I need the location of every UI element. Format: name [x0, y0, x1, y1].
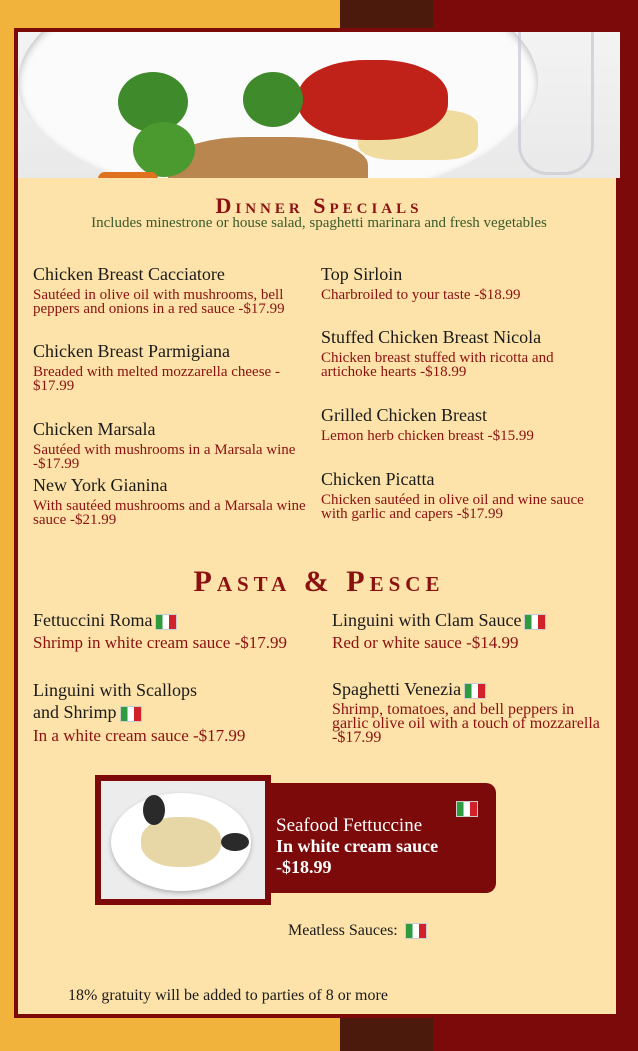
border-band-red-bottom: [433, 1018, 638, 1051]
item-description: Lemon herb chicken breast -$15.99: [321, 428, 534, 444]
broccoli: [133, 122, 195, 177]
item-name: Chicken Picatta: [321, 469, 435, 489]
pasta-pesce-title: Pasta & Pesce: [193, 565, 445, 598]
item-description: With sautéed mushrooms and a Marsala wine sauce -$21.99: [33, 498, 306, 528]
menu-item: [332, 610, 612, 652]
red-sauce: [298, 60, 448, 140]
menu-item: [321, 469, 601, 521]
italian-flag-icon: [120, 706, 142, 722]
broccoli: [243, 72, 303, 127]
border-band-yellow-bottom: [0, 1018, 340, 1051]
item-name: [332, 679, 607, 699]
item-description: Chicken sautéed in olive oil and wine sauce with garlic and capers -$17.99: [321, 492, 584, 522]
item-name: Chicken Marsala: [33, 419, 156, 439]
featured-dish-description: In white cream sauce: [276, 836, 439, 856]
dinner-specials-title: Dinner Specials: [215, 193, 423, 218]
italian-flag-icon: [464, 683, 486, 699]
menu-item: [321, 264, 601, 302]
mussel: [221, 833, 249, 851]
item-name-text: Spaghetti Venezia: [332, 679, 462, 699]
item-name: Chicken Breast Cacciatore: [33, 264, 225, 284]
border-band-dark-bottom: [340, 1018, 433, 1051]
item-description: Chicken breast stuffed with ricotta and artichoke hearts -$18.99: [321, 350, 554, 380]
item-name: [33, 701, 323, 723]
chicken: [168, 137, 368, 178]
menu-item: [33, 610, 323, 652]
mussel: [143, 795, 165, 825]
italian-flag-icon: [456, 801, 478, 817]
italian-flag-icon: [405, 923, 427, 939]
border-band-yellow-top: [0, 0, 340, 28]
menu-item: [33, 419, 313, 471]
featured-dish-name: Seafood Fettuccine: [276, 815, 423, 836]
item-description: Shrimp in white cream sauce -$17.99: [33, 633, 287, 652]
item-description: Sautéed in olive oil with mushrooms, bell peppers and onions in a red sauce -$17.99: [33, 287, 285, 317]
featured-dish: [95, 775, 496, 905]
carrot: [98, 172, 158, 178]
featured-dish-photo-frame: [95, 775, 271, 905]
item-name: [332, 610, 612, 630]
border-band-dark-top: [340, 0, 433, 28]
menu-item: [33, 679, 323, 745]
item-name-text: Fettuccini Roma: [33, 610, 153, 630]
meatless-sauces-label: Meatless Sauces:: [288, 922, 398, 939]
item-description: Shrimp, tomatoes, and bell peppers in garlic olive oil with a touch of mozzarella -$17.99: [332, 701, 600, 746]
item-name: Linguini with Scallops: [33, 680, 197, 700]
featured-dish-photo: [101, 781, 265, 899]
featured-dish-price: -$18.99: [276, 857, 332, 877]
meatless-sauces-note: [288, 922, 427, 940]
item-name: New York Gianina: [33, 475, 168, 495]
hero-food-photo: [18, 32, 620, 178]
wine-glass: [518, 32, 594, 175]
menu-item: [33, 264, 313, 316]
dinner-specials-subtitle: Includes minestrone or house salad, spaghetti marinara and fresh vegetables: [91, 215, 547, 231]
item-description: In a white cream sauce -$17.99: [33, 726, 246, 745]
item-description: Sautéed with mushrooms in a Marsala wine -$17.99: [33, 442, 296, 472]
italian-flag-icon: [155, 614, 177, 630]
menu-item: [321, 327, 601, 379]
item-description: Breaded with melted mozzarella cheese - $17.99: [33, 364, 280, 394]
item-description: Red or white sauce -$14.99: [332, 633, 519, 652]
item-name: Chicken Breast Parmigiana: [33, 341, 230, 361]
menu-item: [321, 405, 601, 443]
border-band-red-top: [433, 0, 638, 28]
menu-item: [33, 341, 313, 393]
italian-flag-icon: [524, 614, 546, 630]
item-name: Grilled Chicken Breast: [321, 405, 487, 425]
item-name: Stuffed Chicken Breast Nicola: [321, 327, 542, 347]
item-name-text: and Shrimp: [33, 702, 117, 722]
border-band-right: [620, 0, 638, 1051]
menu-item: [332, 679, 607, 745]
item-description: Charbroiled to your taste -$18.99: [321, 287, 521, 303]
gratuity-note: 18% gratuity will be added to parties of 8 or more: [68, 987, 388, 1004]
item-name: Top Sirloin: [321, 264, 403, 284]
item-name: [33, 610, 323, 630]
featured-dish-text: [276, 815, 438, 878]
item-name-text: Linguini with Clam Sauce: [332, 610, 522, 630]
menu-item: [33, 475, 313, 527]
